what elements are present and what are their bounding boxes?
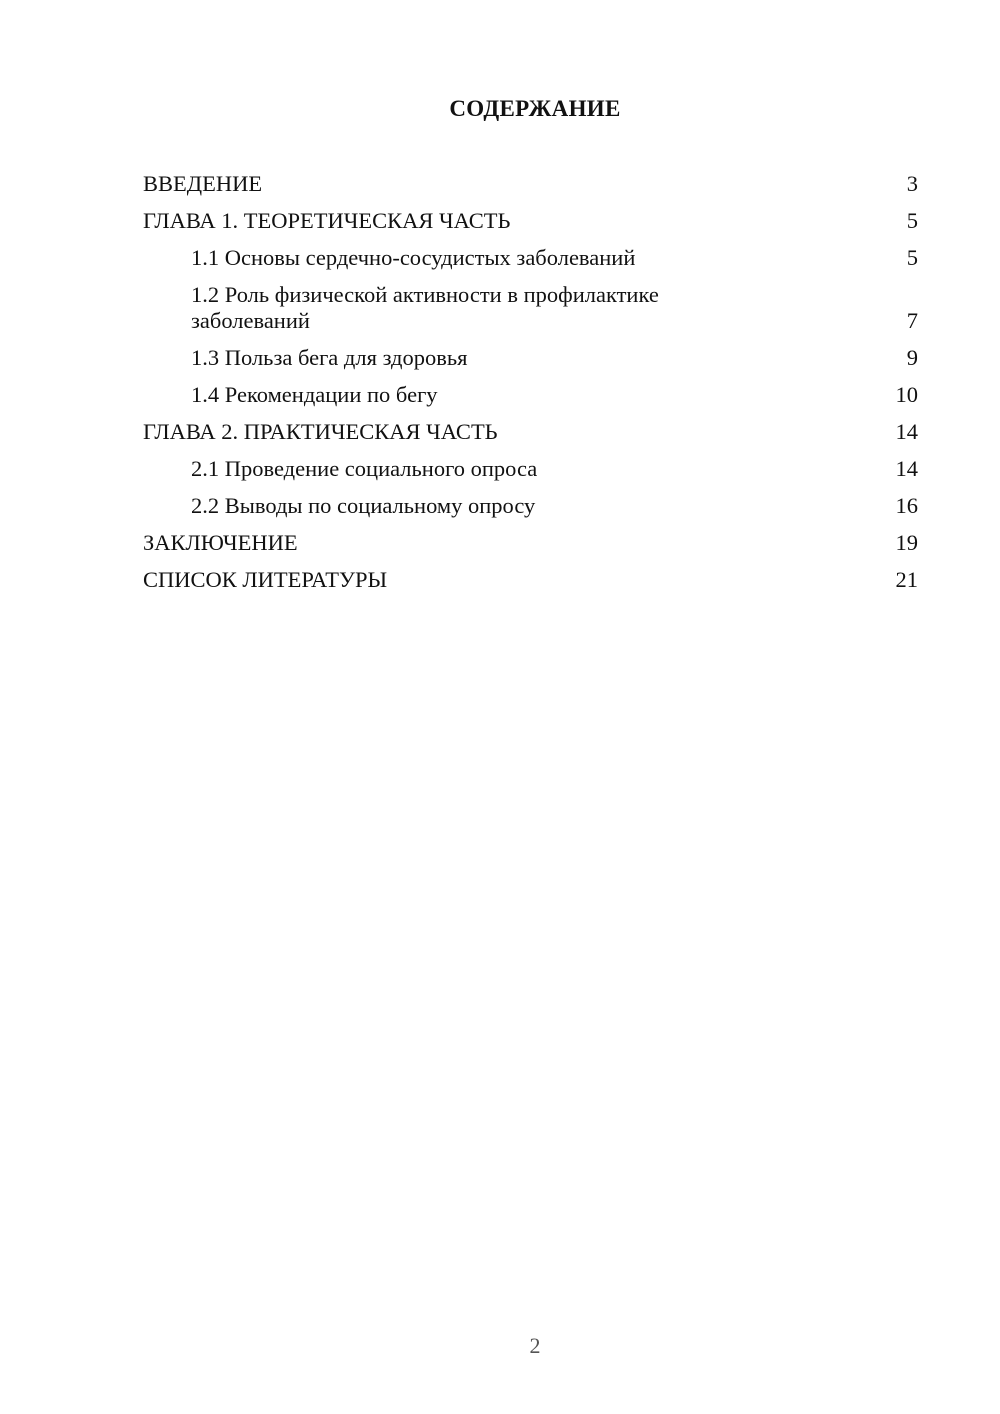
toc-entry-text: ВВЕДЕНИЕ	[143, 171, 263, 196]
toc-entry-text: 1.4 Рекомендации по бегу	[191, 382, 438, 407]
page-title: СОДЕРЖАНИЕ	[449, 96, 621, 121]
toc-entry-section-2-2[interactable]	[143, 493, 918, 519]
toc-entry-page: 14	[895, 419, 918, 444]
toc-entry-page: 7	[906, 308, 918, 333]
toc-entry-section-1-4[interactable]	[143, 382, 918, 408]
toc-entry-page: 10	[895, 382, 918, 407]
page-number: 2	[529, 1333, 541, 1358]
toc-entry-section-2-1[interactable]	[143, 456, 918, 482]
toc-entry-text: ГЛАВА 2. ПРАКТИЧЕСКАЯ ЧАСТЬ	[143, 419, 498, 444]
toc-entry-references[interactable]	[143, 567, 918, 593]
toc-entry-text: ГЛАВА 1. ТЕОРЕТИЧЕСКАЯ ЧАСТЬ	[143, 208, 511, 233]
toc-entry-introduction[interactable]	[143, 171, 918, 197]
toc-entry-text: 2.2 Выводы по социальному опросу	[191, 493, 536, 518]
toc-entry-text: ЗАКЛЮЧЕНИЕ	[143, 530, 298, 555]
toc-entry-text: 1.2 Роль физической активности в профилактике заболеваний	[191, 282, 659, 333]
toc-entry-page: 9	[906, 345, 918, 370]
toc-entry-text: 2.1 Проведение социального опроса	[191, 456, 538, 481]
toc-entry-page: 21	[895, 567, 918, 592]
toc-entry-page: 3	[906, 171, 918, 196]
table-of-contents	[143, 171, 918, 604]
toc-entry-section-1-3[interactable]	[143, 345, 918, 371]
toc-entry-conclusion[interactable]	[143, 530, 918, 556]
toc-entry-page: 16	[895, 493, 918, 518]
toc-entry-section-1-1[interactable]	[143, 245, 918, 271]
toc-entry-page: 19	[895, 530, 918, 555]
toc-entry-text: 1.1 Основы сердечно-сосудистых заболеваний	[191, 245, 636, 270]
toc-entry-page: 5	[906, 245, 918, 270]
toc-entry-chapter-2[interactable]	[143, 419, 918, 445]
toc-entry-text: 1.3 Польза бега для здоровья	[191, 345, 468, 370]
toc-entry-chapter-1[interactable]	[143, 208, 918, 234]
toc-entry-page: 5	[906, 208, 918, 233]
toc-entry-section-1-2[interactable]	[143, 282, 918, 334]
toc-entry-page: 14	[895, 456, 918, 481]
toc-entry-text: СПИСОК ЛИТЕРАТУРЫ	[143, 567, 388, 592]
